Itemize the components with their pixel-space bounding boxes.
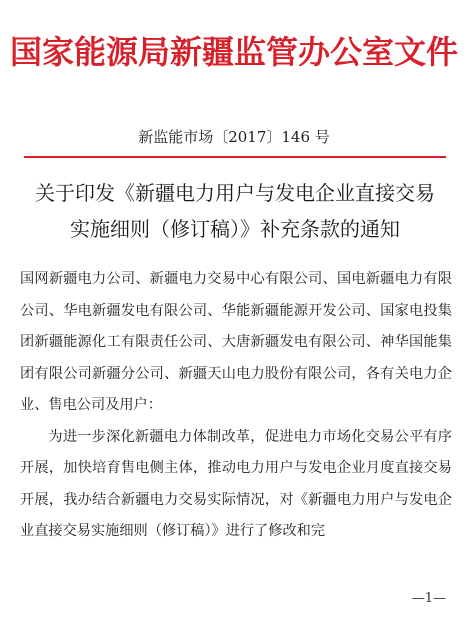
page-number: —1—	[411, 591, 446, 606]
document-header-title: 国家能源局新疆监管办公室文件	[9, 33, 458, 71]
document-body	[20, 264, 452, 548]
body-paragraph: 为进一步深化新疆电力体制改革，促进电力市场化交易公平有序开展，加快培育售电侧主体，推动电力用户与发电企业月度直接交易开展，我办结合新疆电力交易实际情况，对《新疆电力用户与发电企业直接交易实施细则（修订稿）》进行了修改和完	[20, 428, 452, 539]
red-divider-line	[24, 156, 446, 158]
document-title-line-2: 实施细则（修订稿）》补充条款的通知	[70, 217, 400, 241]
document-title-line-1: 关于印发《新疆电力用户与发电企业直接交易	[35, 181, 435, 205]
document-number: 新监能市场〔2017〕146 号	[138, 128, 330, 146]
document-title	[20, 175, 450, 247]
recipients-paragraph: 国网新疆电力公司、新疆电力交易中心有限公司、国电新疆电力有限公司、华电新疆发电有限公司、华能新疆能源开发公司、国家电投集团新疆能源化工有限责任公司、大唐新疆发电有限公司、神华国能集团有限公司新疆分公司、新疆天山电力股份有限公司，各有关电力企业、售电公司及用户：	[20, 271, 452, 413]
